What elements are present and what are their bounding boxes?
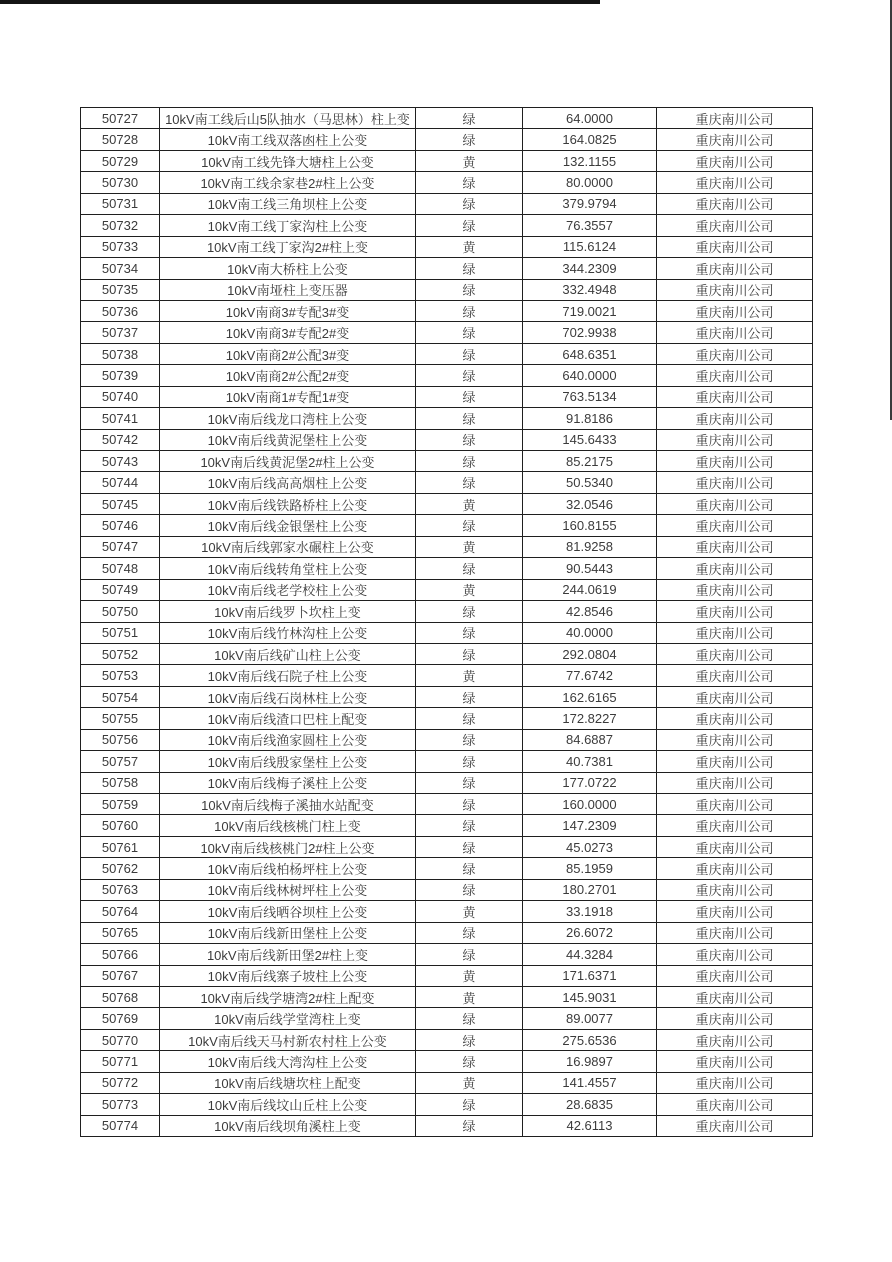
cell-id: 50751: [81, 622, 160, 643]
cell-name: 10kV南后线核桃门2#柱上公变: [160, 836, 416, 857]
table-row: [81, 751, 813, 772]
table-row: [81, 815, 813, 836]
cell-id: 50729: [81, 150, 160, 171]
cell-id: 50748: [81, 558, 160, 579]
cell-id: 50744: [81, 472, 160, 493]
cell-value: 44.3284: [523, 944, 657, 965]
table-row: [81, 515, 813, 536]
cell-value: 28.6835: [523, 1094, 657, 1115]
cell-company: 重庆南川公司: [657, 150, 813, 171]
cell-value: 141.4557: [523, 1072, 657, 1093]
cell-id: 50752: [81, 643, 160, 664]
table-row: [81, 472, 813, 493]
cell-id: 50773: [81, 1094, 160, 1115]
cell-value: 50.5340: [523, 472, 657, 493]
cell-id: 50750: [81, 601, 160, 622]
cell-status: 绿: [416, 622, 523, 643]
cell-id: 50743: [81, 451, 160, 472]
cell-name: 10kV南工线先锋大塘柱上公变: [160, 150, 416, 171]
cell-name: 10kV南后线铁路桥柱上公变: [160, 493, 416, 514]
cell-status: 黄: [416, 150, 523, 171]
cell-id: 50735: [81, 279, 160, 300]
cell-status: 绿: [416, 108, 523, 129]
cell-company: 重庆南川公司: [657, 472, 813, 493]
cell-name: 10kV南后线核桃门柱上变: [160, 815, 416, 836]
cell-company: 重庆南川公司: [657, 129, 813, 150]
cell-value: 85.2175: [523, 451, 657, 472]
cell-value: 76.3557: [523, 215, 657, 236]
cell-value: 640.0000: [523, 365, 657, 386]
table-row: [81, 1029, 813, 1050]
cell-id: 50739: [81, 365, 160, 386]
cell-status: 绿: [416, 365, 523, 386]
cell-status: 黄: [416, 236, 523, 257]
cell-status: 绿: [416, 558, 523, 579]
cell-id: 50730: [81, 172, 160, 193]
cell-status: 绿: [416, 729, 523, 750]
cell-status: 绿: [416, 279, 523, 300]
cell-status: 绿: [416, 794, 523, 815]
cell-id: 50747: [81, 536, 160, 557]
cell-id: 50754: [81, 686, 160, 707]
table-row: [81, 601, 813, 622]
table-row: [81, 1072, 813, 1093]
table-row: [81, 258, 813, 279]
cell-company: 重庆南川公司: [657, 836, 813, 857]
cell-value: 160.0000: [523, 794, 657, 815]
cell-value: 180.2701: [523, 879, 657, 900]
cell-name: 10kV南后线新田堡柱上公变: [160, 922, 416, 943]
cell-company: 重庆南川公司: [657, 365, 813, 386]
cell-value: 164.0825: [523, 129, 657, 150]
cell-status: 绿: [416, 408, 523, 429]
cell-name: 10kV南后线郭家水碾柱上公变: [160, 536, 416, 557]
cell-company: 重庆南川公司: [657, 300, 813, 321]
cell-name: 10kV南后线大湾沟柱上公变: [160, 1051, 416, 1072]
cell-name: 10kV南工线后山5队抽水（马思林）柱上变: [160, 108, 416, 129]
table-row: [81, 986, 813, 1007]
cell-value: 719.0021: [523, 300, 657, 321]
cell-company: 重庆南川公司: [657, 901, 813, 922]
cell-id: 50764: [81, 901, 160, 922]
cell-name: 10kV南商2#公配3#变: [160, 343, 416, 364]
cell-company: 重庆南川公司: [657, 579, 813, 600]
cell-status: 绿: [416, 601, 523, 622]
cell-company: 重庆南川公司: [657, 1008, 813, 1029]
cell-id: 50756: [81, 729, 160, 750]
cell-name: 10kV南工线双落凼柱上公变: [160, 129, 416, 150]
table-row: [81, 108, 813, 129]
cell-id: 50728: [81, 129, 160, 150]
table-row: [81, 193, 813, 214]
cell-id: 50759: [81, 794, 160, 815]
cell-id: 50749: [81, 579, 160, 600]
cell-id: 50727: [81, 108, 160, 129]
cell-status: 绿: [416, 1115, 523, 1136]
table-row: [81, 172, 813, 193]
cell-company: 重庆南川公司: [657, 708, 813, 729]
cell-value: 80.0000: [523, 172, 657, 193]
cell-id: 50740: [81, 386, 160, 407]
table-row: [81, 858, 813, 879]
table-row: [81, 1008, 813, 1029]
cell-id: 50753: [81, 665, 160, 686]
cell-status: 绿: [416, 643, 523, 664]
cell-id: 50733: [81, 236, 160, 257]
cell-status: 绿: [416, 686, 523, 707]
table-row: [81, 965, 813, 986]
cell-name: 10kV南后线黄泥堡2#柱上公变: [160, 451, 416, 472]
cell-company: 重庆南川公司: [657, 1094, 813, 1115]
cell-status: 绿: [416, 451, 523, 472]
cell-status: 绿: [416, 515, 523, 536]
cell-name: 10kV南工线丁家沟柱上公变: [160, 215, 416, 236]
table-row: [81, 279, 813, 300]
cell-id: 50763: [81, 879, 160, 900]
cell-company: 重庆南川公司: [657, 451, 813, 472]
cell-id: 50741: [81, 408, 160, 429]
cell-company: 重庆南川公司: [657, 408, 813, 429]
cell-name: 10kV南后线矿山柱上公变: [160, 643, 416, 664]
cell-value: 64.0000: [523, 108, 657, 129]
cell-status: 绿: [416, 815, 523, 836]
table-row: [81, 1094, 813, 1115]
cell-company: 重庆南川公司: [657, 386, 813, 407]
cell-name: 10kV南后线梅子溪抽水站配变: [160, 794, 416, 815]
cell-status: 绿: [416, 193, 523, 214]
cell-name: 10kV南工线丁家沟2#柱上变: [160, 236, 416, 257]
cell-value: 26.6072: [523, 922, 657, 943]
cell-name: 10kV南后线渔家圆柱上公变: [160, 729, 416, 750]
cell-name: 10kV南后线塘坎柱上配变: [160, 1072, 416, 1093]
scan-top-bar: [0, 0, 600, 4]
cell-id: 50760: [81, 815, 160, 836]
cell-value: 42.6113: [523, 1115, 657, 1136]
cell-name: 10kV南商2#公配2#变: [160, 365, 416, 386]
table-row: [81, 708, 813, 729]
cell-company: 重庆南川公司: [657, 343, 813, 364]
cell-name: 10kV南后线转角堂柱上公变: [160, 558, 416, 579]
table-row: [81, 665, 813, 686]
cell-value: 32.0546: [523, 493, 657, 514]
cell-company: 重庆南川公司: [657, 322, 813, 343]
cell-value: 763.5134: [523, 386, 657, 407]
table-body: [81, 108, 813, 1137]
cell-status: 黄: [416, 493, 523, 514]
cell-name: 10kV南后线学塘湾2#柱上配变: [160, 986, 416, 1007]
cell-company: 重庆南川公司: [657, 193, 813, 214]
cell-company: 重庆南川公司: [657, 858, 813, 879]
cell-company: 重庆南川公司: [657, 729, 813, 750]
cell-value: 81.9258: [523, 536, 657, 557]
table-row: [81, 772, 813, 793]
cell-value: 145.9031: [523, 986, 657, 1007]
table-row: [81, 901, 813, 922]
cell-id: 50769: [81, 1008, 160, 1029]
cell-name: 10kV南后线寨子坡柱上公变: [160, 965, 416, 986]
cell-id: 50762: [81, 858, 160, 879]
table-row: [81, 429, 813, 450]
cell-name: 10kV南后线竹林沟柱上公变: [160, 622, 416, 643]
cell-value: 77.6742: [523, 665, 657, 686]
cell-company: 重庆南川公司: [657, 751, 813, 772]
cell-value: 171.6371: [523, 965, 657, 986]
cell-company: 重庆南川公司: [657, 1115, 813, 1136]
cell-value: 90.5443: [523, 558, 657, 579]
cell-name: 10kV南后线渣口巴柱上配变: [160, 708, 416, 729]
cell-name: 10kV南后线晒谷坝柱上公变: [160, 901, 416, 922]
cell-status: 绿: [416, 215, 523, 236]
cell-status: 绿: [416, 343, 523, 364]
table-row: [81, 343, 813, 364]
cell-name: 10kV南后线石岗林柱上公变: [160, 686, 416, 707]
cell-id: 50771: [81, 1051, 160, 1072]
cell-value: 379.9794: [523, 193, 657, 214]
cell-status: 绿: [416, 129, 523, 150]
cell-value: 42.8546: [523, 601, 657, 622]
cell-id: 50732: [81, 215, 160, 236]
cell-name: 10kV南后线龙口湾柱上公变: [160, 408, 416, 429]
table-row: [81, 150, 813, 171]
cell-status: 绿: [416, 879, 523, 900]
cell-company: 重庆南川公司: [657, 601, 813, 622]
cell-value: 40.0000: [523, 622, 657, 643]
cell-company: 重庆南川公司: [657, 1029, 813, 1050]
cell-status: 黄: [416, 965, 523, 986]
cell-name: 10kV南后线坝角溪柱上变: [160, 1115, 416, 1136]
cell-name: 10kV南后线天马村新农村柱上公变: [160, 1029, 416, 1050]
cell-status: 绿: [416, 322, 523, 343]
cell-name: 10kV南后线金银堡柱上公变: [160, 515, 416, 536]
table-row: [81, 408, 813, 429]
table-row: [81, 558, 813, 579]
cell-company: 重庆南川公司: [657, 965, 813, 986]
cell-value: 648.6351: [523, 343, 657, 364]
cell-status: 黄: [416, 536, 523, 557]
cell-company: 重庆南川公司: [657, 622, 813, 643]
cell-company: 重庆南川公司: [657, 944, 813, 965]
cell-name: 10kV南后线黄泥堡柱上公变: [160, 429, 416, 450]
cell-status: 黄: [416, 901, 523, 922]
cell-status: 黄: [416, 1072, 523, 1093]
cell-name: 10kV南后线学堂湾柱上变: [160, 1008, 416, 1029]
table-row: [81, 365, 813, 386]
cell-status: 黄: [416, 986, 523, 1007]
table-row: [81, 386, 813, 407]
cell-status: 绿: [416, 751, 523, 772]
cell-status: 绿: [416, 858, 523, 879]
cell-id: 50757: [81, 751, 160, 772]
cell-company: 重庆南川公司: [657, 172, 813, 193]
cell-value: 85.1959: [523, 858, 657, 879]
cell-company: 重庆南川公司: [657, 772, 813, 793]
table-row: [81, 944, 813, 965]
cell-company: 重庆南川公司: [657, 922, 813, 943]
cell-id: 50731: [81, 193, 160, 214]
cell-value: 147.2309: [523, 815, 657, 836]
cell-id: 50768: [81, 986, 160, 1007]
cell-id: 50766: [81, 944, 160, 965]
cell-id: 50772: [81, 1072, 160, 1093]
cell-id: 50734: [81, 258, 160, 279]
cell-company: 重庆南川公司: [657, 879, 813, 900]
cell-name: 10kV南后线坟山丘柱上公变: [160, 1094, 416, 1115]
cell-company: 重庆南川公司: [657, 1072, 813, 1093]
cell-company: 重庆南川公司: [657, 686, 813, 707]
cell-company: 重庆南川公司: [657, 429, 813, 450]
cell-company: 重庆南川公司: [657, 794, 813, 815]
table-row: [81, 879, 813, 900]
cell-status: 黄: [416, 665, 523, 686]
table-row: [81, 1115, 813, 1136]
cell-company: 重庆南川公司: [657, 215, 813, 236]
cell-name: 10kV南后线新田堡2#柱上变: [160, 944, 416, 965]
cell-status: 绿: [416, 922, 523, 943]
cell-id: 50745: [81, 493, 160, 514]
cell-name: 10kV南后线高高烟柱上公变: [160, 472, 416, 493]
table-row: [81, 922, 813, 943]
cell-value: 275.6536: [523, 1029, 657, 1050]
cell-company: 重庆南川公司: [657, 1051, 813, 1072]
cell-name: 10kV南后线罗卜坎柱上变: [160, 601, 416, 622]
cell-name: 10kV南工线三角坝柱上公变: [160, 193, 416, 214]
table-row: [81, 1051, 813, 1072]
cell-value: 84.6887: [523, 729, 657, 750]
cell-company: 重庆南川公司: [657, 558, 813, 579]
cell-company: 重庆南川公司: [657, 515, 813, 536]
table-row: [81, 622, 813, 643]
table-row: [81, 729, 813, 750]
table-row: [81, 579, 813, 600]
cell-status: 绿: [416, 258, 523, 279]
cell-name: 10kV南商3#专配2#变: [160, 322, 416, 343]
cell-status: 绿: [416, 1094, 523, 1115]
cell-id: 50737: [81, 322, 160, 343]
cell-id: 50738: [81, 343, 160, 364]
cell-id: 50746: [81, 515, 160, 536]
cell-value: 91.8186: [523, 408, 657, 429]
table-row: [81, 236, 813, 257]
cell-company: 重庆南川公司: [657, 815, 813, 836]
cell-name: 10kV南后线老学校柱上公变: [160, 579, 416, 600]
cell-value: 332.4948: [523, 279, 657, 300]
cell-id: 50742: [81, 429, 160, 450]
cell-status: 绿: [416, 429, 523, 450]
cell-value: 162.6165: [523, 686, 657, 707]
cell-status: 绿: [416, 1029, 523, 1050]
cell-name: 10kV南垭柱上变压器: [160, 279, 416, 300]
cell-company: 重庆南川公司: [657, 536, 813, 557]
cell-value: 33.1918: [523, 901, 657, 922]
cell-id: 50755: [81, 708, 160, 729]
table-row: [81, 536, 813, 557]
cell-value: 702.9938: [523, 322, 657, 343]
cell-name: 10kV南工线余家巷2#柱上公变: [160, 172, 416, 193]
cell-value: 177.0722: [523, 772, 657, 793]
transformer-table: [80, 107, 813, 1137]
cell-name: 10kV南后线梅子溪柱上公变: [160, 772, 416, 793]
cell-name: 10kV南商1#专配1#变: [160, 386, 416, 407]
table-row: [81, 836, 813, 857]
cell-status: 绿: [416, 1008, 523, 1029]
cell-value: 172.8227: [523, 708, 657, 729]
table-row: [81, 215, 813, 236]
cell-value: 292.0804: [523, 643, 657, 664]
cell-value: 132.1155: [523, 150, 657, 171]
cell-company: 重庆南川公司: [657, 493, 813, 514]
cell-company: 重庆南川公司: [657, 236, 813, 257]
cell-id: 50736: [81, 300, 160, 321]
cell-status: 绿: [416, 1051, 523, 1072]
cell-value: 244.0619: [523, 579, 657, 600]
cell-id: 50761: [81, 836, 160, 857]
cell-value: 160.8155: [523, 515, 657, 536]
cell-value: 16.9897: [523, 1051, 657, 1072]
cell-value: 115.6124: [523, 236, 657, 257]
table-row: [81, 300, 813, 321]
cell-status: 绿: [416, 836, 523, 857]
table-row: [81, 129, 813, 150]
table-row: [81, 794, 813, 815]
cell-status: 绿: [416, 944, 523, 965]
cell-company: 重庆南川公司: [657, 279, 813, 300]
cell-id: 50765: [81, 922, 160, 943]
cell-name: 10kV南大桥柱上公变: [160, 258, 416, 279]
cell-status: 黄: [416, 579, 523, 600]
cell-status: 绿: [416, 172, 523, 193]
table-row: [81, 493, 813, 514]
table-row: [81, 643, 813, 664]
cell-status: 绿: [416, 708, 523, 729]
cell-status: 绿: [416, 772, 523, 793]
cell-status: 绿: [416, 300, 523, 321]
cell-id: 50770: [81, 1029, 160, 1050]
table-row: [81, 686, 813, 707]
cell-name: 10kV南后线柏杨坪柱上公变: [160, 858, 416, 879]
cell-value: 89.0077: [523, 1008, 657, 1029]
cell-name: 10kV南后线殷家堡柱上公变: [160, 751, 416, 772]
cell-value: 344.2309: [523, 258, 657, 279]
cell-value: 45.0273: [523, 836, 657, 857]
table-row: [81, 451, 813, 472]
cell-status: 绿: [416, 386, 523, 407]
cell-name: 10kV南后线林树坪柱上公变: [160, 879, 416, 900]
cell-name: 10kV南后线石院子柱上公变: [160, 665, 416, 686]
cell-company: 重庆南川公司: [657, 665, 813, 686]
cell-value: 40.7381: [523, 751, 657, 772]
cell-company: 重庆南川公司: [657, 258, 813, 279]
cell-name: 10kV南商3#专配3#变: [160, 300, 416, 321]
cell-company: 重庆南川公司: [657, 986, 813, 1007]
cell-value: 145.6433: [523, 429, 657, 450]
cell-id: 50767: [81, 965, 160, 986]
cell-id: 50758: [81, 772, 160, 793]
cell-status: 绿: [416, 472, 523, 493]
cell-company: 重庆南川公司: [657, 643, 813, 664]
table-row: [81, 322, 813, 343]
cell-id: 50774: [81, 1115, 160, 1136]
cell-company: 重庆南川公司: [657, 108, 813, 129]
